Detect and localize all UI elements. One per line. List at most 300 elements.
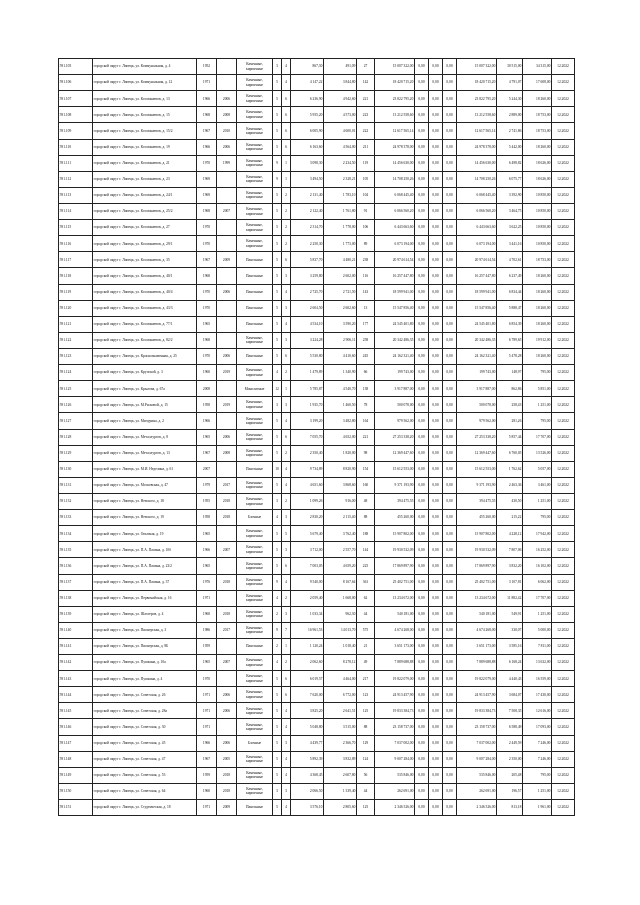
cost-total-cell: 9 007 284,00: [375, 751, 415, 767]
cost-local-cell: 0,00: [443, 622, 457, 638]
max-unit-cost-cell: 17 608,00: [523, 75, 552, 91]
cost-total-cell: 20 974 614,54: [375, 252, 415, 268]
address-cell: городской округ г. Липецк, ул. Космонавтов, д. 77/1: [93, 316, 197, 332]
residents-cell: 129: [357, 735, 375, 751]
unit-cost-cell: 2 463,36: [497, 477, 523, 493]
living-area-cell: 4 564,00: [324, 139, 357, 155]
cost-fund-cell: 0,00: [415, 284, 429, 300]
completion-date-cell: 12.2022: [552, 767, 575, 783]
cost-fund-cell: 0,00: [415, 139, 429, 155]
cost-owners-cell: 540 181,00: [457, 606, 497, 622]
max-unit-cost-cell: 34 315,00: [523, 59, 552, 75]
unit-cost-cell: 5 478,28: [497, 348, 523, 364]
floors-cell: 5: [273, 703, 282, 719]
wall-material-cell: Каменные, кирпичные: [237, 236, 273, 252]
renovation-year-cell: [217, 461, 237, 477]
cost-fund-cell: 0,00: [415, 332, 429, 348]
residents-cell: 105: [357, 171, 375, 187]
cost-owners-cell: 6 066 560,20: [457, 203, 497, 219]
floors-cell: 5: [273, 332, 282, 348]
cost-total-cell: 24 978 378,00: [375, 139, 415, 155]
cost-owners-cell: 262 691,00: [457, 783, 497, 799]
cost-budget-cell: 0,00: [429, 510, 443, 526]
table-row: [59, 800, 575, 816]
address-cell: городской округ г. Липецк, ул. Космонавтов, д. 40/1: [93, 268, 197, 284]
cost-budget-cell: 0,00: [429, 187, 443, 203]
total-area-cell: 5 530,80: [291, 348, 324, 364]
table-row: [59, 429, 575, 445]
max-unit-cost-cell: 18 260,00: [523, 268, 552, 284]
completion-date-cell: 12.2022: [552, 365, 575, 381]
row-number: 591.118: [59, 268, 93, 284]
cost-owners-cell: 20 974 614,54: [457, 252, 497, 268]
entrances-cell: 6: [282, 107, 291, 123]
unit-cost-cell: 258,43: [497, 397, 523, 413]
row-number: 591.126: [59, 397, 93, 413]
table-row: [59, 203, 575, 219]
wall-material-cell: Каменные, кирпичные: [237, 783, 273, 799]
completion-date-cell: 12.2022: [552, 510, 575, 526]
cost-total-cell: 16 257 447,80: [375, 268, 415, 284]
renovation-year-cell: 2005: [217, 751, 237, 767]
build-year-cell: 1958: [197, 397, 217, 413]
wall-material-cell: Каменные, кирпичные: [237, 75, 273, 91]
wall-material-cell: Панельные: [237, 284, 273, 300]
build-year-cell: 1965: [197, 429, 217, 445]
cost-owners-cell: 199 743,00: [457, 365, 497, 381]
living-area-cell: 2 721,50: [324, 284, 357, 300]
cost-owners-cell: 3 917 887,00: [457, 381, 497, 397]
floors-cell: 5: [273, 107, 282, 123]
cost-fund-cell: 0,00: [415, 687, 429, 703]
total-area-cell: 3 199,20: [291, 413, 324, 429]
floors-cell: 5: [273, 687, 282, 703]
address-cell: городской округ г. Липецк, ул. Крупской, д. 3: [93, 365, 197, 381]
build-year-cell: 1970: [197, 220, 217, 236]
living-area-cell: 14 013,70: [324, 622, 357, 638]
residents-cell: 217: [357, 671, 375, 687]
cost-local-cell: 0,00: [443, 155, 457, 171]
build-year-cell: 1971: [197, 687, 217, 703]
address-cell: городской округ г. Липецк, ул. Космонавтов, д. 35: [93, 252, 197, 268]
completion-date-cell: 12.2022: [552, 300, 575, 316]
cost-local-cell: 0,00: [443, 348, 457, 364]
unit-cost-cell: 6 588,49: [497, 719, 523, 735]
cost-local-cell: 0,00: [443, 139, 457, 155]
cost-budget-cell: 0,00: [429, 365, 443, 381]
renovation-year-cell: 2019: [217, 365, 237, 381]
residents-cell: 138: [357, 381, 375, 397]
renovation-year-cell: 2009: [217, 252, 237, 268]
completion-date-cell: 12.2022: [552, 91, 575, 107]
table-row: [59, 526, 575, 542]
cost-total-cell: 23 158 737,00: [375, 719, 415, 735]
cost-fund-cell: 0,00: [415, 413, 429, 429]
cost-total-cell: 394 475,55: [375, 493, 415, 509]
cost-budget-cell: 0,00: [429, 751, 443, 767]
build-year-cell: 1966: [197, 413, 217, 429]
cost-total-cell: 14 708 250,26: [375, 171, 415, 187]
cost-budget-cell: 0,00: [429, 783, 443, 799]
renovation-year-cell: 2006: [217, 735, 237, 751]
address-cell: городской округ г. Липецк, ул. Космонавтов, д. 15: [93, 107, 197, 123]
cost-total-cell: 455 260,00: [375, 510, 415, 526]
cost-total-cell: 14 456 630,00: [375, 155, 415, 171]
cost-budget-cell: 0,00: [429, 638, 443, 654]
wall-material-cell: Каменные, кирпичные: [237, 59, 273, 75]
wall-material-cell: Каменные, кирпичные: [237, 397, 273, 413]
living-area-cell: 8 278,12: [324, 655, 357, 671]
cost-local-cell: 0,00: [443, 751, 457, 767]
max-unit-cost-cell: 17 942,00: [523, 526, 552, 542]
total-area-cell: 9 734,89: [291, 461, 324, 477]
address-cell: городской округ г. Липецк, ул. Краснознаменная, д. 25: [93, 348, 197, 364]
row-number: 591.151: [59, 800, 93, 816]
completion-date-cell: 12.2022: [552, 268, 575, 284]
cost-budget-cell: 0,00: [429, 284, 443, 300]
completion-date-cell: 12.2022: [552, 316, 575, 332]
cost-local-cell: 0,00: [443, 477, 457, 493]
total-area-cell: 7 620,00: [291, 687, 324, 703]
build-year-cell: 1968: [197, 203, 217, 219]
floors-cell: 5: [273, 558, 282, 574]
cost-total-cell: 12 617 565,14: [375, 123, 415, 139]
max-unit-cost-cell: 19 912,00: [523, 332, 552, 348]
cost-total-cell: 24 545 401,80: [375, 316, 415, 332]
row-number: 591.143: [59, 671, 93, 687]
completion-date-cell: 12.2022: [552, 622, 575, 638]
renovation-year-cell: [217, 316, 237, 332]
completion-date-cell: 12.2022: [552, 783, 575, 799]
cost-total-cell: 979 562,00: [375, 413, 415, 429]
completion-date-cell: 12.2022: [552, 123, 575, 139]
cost-fund-cell: 0,00: [415, 171, 429, 187]
cost-owners-cell: 3 651 173,00: [457, 638, 497, 654]
renovation-year-cell: [217, 187, 237, 203]
max-unit-cost-cell: 795,00: [523, 767, 552, 783]
renovation-year-cell: 2006: [217, 687, 237, 703]
residents-cell: 119: [357, 155, 375, 171]
completion-date-cell: 12.2022: [552, 655, 575, 671]
completion-date-cell: 12.2022: [552, 413, 575, 429]
renovation-year-cell: [217, 59, 237, 75]
cost-owners-cell: 500 078,00: [457, 397, 497, 413]
cost-local-cell: 0,00: [443, 91, 457, 107]
entrances-cell: 3: [282, 268, 291, 284]
address-cell: городской округ г. Липецк, ул. П.А. Папина, д. 23/2: [93, 558, 197, 574]
cost-budget-cell: 0,00: [429, 493, 443, 509]
unit-cost-cell: 281,26: [497, 413, 523, 429]
unit-cost-cell: 6 834,44: [497, 284, 523, 300]
completion-date-cell: 12.2022: [552, 220, 575, 236]
max-unit-cost-cell: 16 102,00: [523, 558, 552, 574]
cost-total-cell: 27 253 338,20: [375, 429, 415, 445]
address-cell: городской округ г. Липецк, ул. Космонавтов, д. 13: [93, 91, 197, 107]
table-row: [59, 638, 575, 654]
cost-fund-cell: 0,00: [415, 268, 429, 284]
address-cell: городской округ г. Липецк, ул. М.И. Неделина, д. 61: [93, 461, 197, 477]
floors-cell: 5: [273, 300, 282, 316]
cost-budget-cell: 0,00: [429, 606, 443, 622]
cost-owners-cell: 13 212 558,60: [457, 107, 497, 123]
cost-fund-cell: 0,00: [415, 703, 429, 719]
cost-fund-cell: 0,00: [415, 800, 429, 816]
build-year-cell: 1968: [197, 268, 217, 284]
cost-total-cell: 24 913 457,90: [375, 687, 415, 703]
living-area-cell: 2 234,50: [324, 155, 357, 171]
unit-cost-cell: 4 791,07: [497, 75, 523, 91]
max-unit-cost-cell: 18 260,00: [523, 284, 552, 300]
row-number: 591.112: [59, 171, 93, 187]
table-row: [59, 606, 575, 622]
entrances-cell: 4: [282, 574, 291, 590]
renovation-year-cell: 2008: [217, 445, 237, 461]
floors-cell: 4: [273, 590, 282, 606]
address-cell: городской округ г. Липецк, ул. П.А. Папина, д. 37: [93, 574, 197, 590]
table-row: [59, 735, 575, 751]
completion-date-cell: 12.2022: [552, 348, 575, 364]
unit-cost-cell: 3 832,20: [497, 558, 523, 574]
residents-cell: 116: [357, 268, 375, 284]
max-unit-cost-cell: 18 753,00: [523, 252, 552, 268]
total-area-cell: 1 479,89: [291, 365, 324, 381]
total-area-cell: 4 534,10: [291, 316, 324, 332]
cost-budget-cell: 0,00: [429, 75, 443, 91]
build-year-cell: 1968: [197, 332, 217, 348]
total-area-cell: 2 250,30: [291, 236, 324, 252]
residents-cell: 225: [357, 558, 375, 574]
cost-local-cell: 0,00: [443, 284, 457, 300]
cost-budget-cell: 0,00: [429, 461, 443, 477]
renovation-year-cell: 2018: [217, 493, 237, 509]
residents-cell: 154: [357, 461, 375, 477]
cost-owners-cell: 6 068 445,40: [457, 187, 497, 203]
living-area-cell: 3 515,00: [324, 719, 357, 735]
floors-cell: 2: [273, 638, 282, 654]
cost-local-cell: 0,00: [443, 655, 457, 671]
residents-cell: 78: [357, 397, 375, 413]
renovation-year-cell: 2009: [217, 800, 237, 816]
cost-total-cell: 3 651 173,00: [375, 638, 415, 654]
max-unit-cost-cell: 18 753,00: [523, 123, 552, 139]
unit-cost-cell: 6 789,65: [497, 332, 523, 348]
entrances-cell: 3: [282, 332, 291, 348]
cost-owners-cell: 19 930 532,09: [457, 542, 497, 558]
renovation-year-cell: [217, 590, 237, 606]
entrances-cell: 4: [282, 75, 291, 91]
wall-material-cell: Каменные, кирпичные: [237, 558, 273, 574]
renovation-year-cell: 2007: [217, 203, 237, 219]
entrances-cell: 2: [282, 590, 291, 606]
cost-budget-cell: 0,00: [429, 107, 443, 123]
address-cell: городской округ г. Липецк, ул. Пионерская, д. 8Б: [93, 638, 197, 654]
cost-budget-cell: 0,00: [429, 381, 443, 397]
living-area-cell: 6 772,00: [324, 687, 357, 703]
renovation-year-cell: 2019: [217, 397, 237, 413]
entrances-cell: 3: [282, 735, 291, 751]
max-unit-cost-cell: 16 559,00: [523, 671, 552, 687]
build-year-cell: 1971: [197, 719, 217, 735]
row-number: 591.145: [59, 703, 93, 719]
build-year-cell: 1970: [197, 155, 217, 171]
cost-fund-cell: 0,00: [415, 236, 429, 252]
address-cell: городской округ г. Липецк, ул. Пушкина, д. 10а: [93, 655, 197, 671]
living-area-cell: 4 600,01: [324, 123, 357, 139]
residents-cell: 44: [357, 783, 375, 799]
unit-cost-cell: 862,86: [497, 381, 523, 397]
table-row: [59, 510, 575, 526]
floors-cell: 2: [273, 606, 282, 622]
wall-material-cell: Каменные, кирпичные: [237, 123, 273, 139]
cost-fund-cell: 0,00: [415, 751, 429, 767]
build-year-cell: 1965: [197, 558, 217, 574]
total-area-cell: 1 935,70: [291, 397, 324, 413]
cost-budget-cell: 0,00: [429, 59, 443, 75]
living-area-cell: 4 540,70: [324, 381, 357, 397]
cost-fund-cell: 0,00: [415, 300, 429, 316]
cost-fund-cell: 0,00: [415, 767, 429, 783]
total-area-cell: 3 712,00: [291, 542, 324, 558]
floors-cell: 5: [273, 75, 282, 91]
residents-cell: 56: [357, 767, 375, 783]
total-area-cell: 5 679,40: [291, 526, 324, 542]
cost-fund-cell: 0,00: [415, 719, 429, 735]
renovation-year-cell: 2006: [217, 348, 237, 364]
floors-cell: 5: [273, 316, 282, 332]
residents-cell: 160: [357, 477, 375, 493]
address-cell: городской округ г. Липецк, ул. Пушкина, д. 4: [93, 671, 197, 687]
renovation-year-cell: 2006: [217, 139, 237, 155]
cost-budget-cell: 0,00: [429, 735, 443, 751]
build-year-cell: 1968: [197, 107, 217, 123]
address-cell: городской округ г. Липецк, ул. Космонавтов, д. 19: [93, 139, 197, 155]
max-unit-cost-cell: 17 707,00: [523, 590, 552, 606]
table-row: [59, 687, 575, 703]
cost-local-cell: 0,00: [443, 767, 457, 783]
cost-budget-cell: 0,00: [429, 220, 443, 236]
cost-total-cell: 12 369 447,60: [375, 445, 415, 461]
residents-cell: 258: [357, 332, 375, 348]
cost-total-cell: 24 162 321,40: [375, 348, 415, 364]
residents-cell: 48: [357, 493, 375, 509]
cost-budget-cell: 0,00: [429, 139, 443, 155]
cost-local-cell: 0,00: [443, 236, 457, 252]
cost-fund-cell: 0,00: [415, 59, 429, 75]
cost-local-cell: 0,00: [443, 493, 457, 509]
wall-material-cell: Каменные, кирпичные: [237, 574, 273, 590]
unit-cost-cell: 549,91: [497, 606, 523, 622]
build-year-cell: 1971: [197, 800, 217, 816]
entrances-cell: 4: [282, 751, 291, 767]
unit-cost-cell: 215,22: [497, 510, 523, 526]
build-year-cell: 1967: [197, 445, 217, 461]
cost-fund-cell: 0,00: [415, 526, 429, 542]
entrances-cell: 2: [282, 493, 291, 509]
build-year-cell: 1971: [197, 590, 217, 606]
address-cell: городской округ г. Липецк, ул. Космонавтов, д. 21: [93, 155, 197, 171]
cost-fund-cell: 0,00: [415, 542, 429, 558]
table-row: [59, 107, 575, 123]
table-row: [59, 365, 575, 381]
entrances-cell: 1: [282, 381, 291, 397]
build-year-cell: 1952: [197, 59, 217, 75]
cost-owners-cell: 4 674 268,00: [457, 622, 497, 638]
row-number: 591.116: [59, 236, 93, 252]
renovation-year-cell: [217, 268, 237, 284]
renovation-year-cell: [217, 75, 237, 91]
living-area-cell: 4 942,60: [324, 91, 357, 107]
address-cell: городской округ г. Липецк, ул. Металлургов, д. 13: [93, 445, 197, 461]
cost-owners-cell: 18 420 715,20: [457, 75, 497, 91]
wall-material-cell: Каменные, кирпичные: [237, 493, 273, 509]
wall-material-cell: Каменные, кирпичные: [237, 719, 273, 735]
completion-date-cell: 12.2022: [552, 574, 575, 590]
total-area-cell: 2 725,70: [291, 284, 324, 300]
cost-total-cell: 6 068 445,40: [375, 187, 415, 203]
total-area-cell: 5 892,39: [291, 751, 324, 767]
address-cell: городской округ г. Липецк, ул. Советская, д. 64: [93, 783, 197, 799]
cost-budget-cell: 0,00: [429, 91, 443, 107]
cost-local-cell: 0,00: [443, 332, 457, 348]
row-number: 591.131: [59, 477, 93, 493]
total-area-cell: 5 048,80: [291, 719, 324, 735]
entrances-cell: 1: [282, 155, 291, 171]
floors-cell: 9: [273, 622, 282, 638]
completion-date-cell: 12.2022: [552, 429, 575, 445]
cost-fund-cell: 0,00: [415, 510, 429, 526]
cost-fund-cell: 0,00: [415, 445, 429, 461]
unit-cost-cell: 330,07: [497, 622, 523, 638]
cost-owners-cell: 15 007 322,00: [457, 59, 497, 75]
row-number: 591.142: [59, 655, 93, 671]
wall-material-cell: Каменные, кирпичные: [237, 203, 273, 219]
residents-cell: 361: [357, 574, 375, 590]
living-area-cell: 3 832,89: [324, 751, 357, 767]
cost-budget-cell: 0,00: [429, 171, 443, 187]
build-year-cell: 1955: [197, 493, 217, 509]
build-year-cell: 1960: [197, 783, 217, 799]
table-row: [59, 381, 575, 397]
address-cell: городской округ г. Липецк, ул. Шахтеров, д. 4: [93, 606, 197, 622]
cost-owners-cell: 25 402 751,00: [457, 574, 497, 590]
renovation-year-cell: 2006: [217, 703, 237, 719]
cost-local-cell: 0,00: [443, 590, 457, 606]
entrances-cell: 7: [282, 622, 291, 638]
living-area-cell: 1 820,00: [324, 445, 357, 461]
unit-cost-cell: 3 684,07: [497, 687, 523, 703]
table-row: [59, 542, 575, 558]
max-unit-cost-cell: 5 851,00: [523, 381, 552, 397]
completion-date-cell: 12.2022: [552, 203, 575, 219]
cost-total-cell: 19 930 532,09: [375, 542, 415, 558]
address-cell: городской округ г. Липецк, ул. Космонавтов, д. 15/2: [93, 123, 197, 139]
living-area-cell: 2 328,21: [324, 171, 357, 187]
residents-cell: 106: [357, 220, 375, 236]
row-number: 591.138: [59, 590, 93, 606]
row-number: 591.127: [59, 413, 93, 429]
floors-cell: 5: [273, 445, 282, 461]
entrances-cell: 3: [282, 606, 291, 622]
build-year-cell: 1967: [197, 252, 217, 268]
living-area-cell: 1 340,90: [324, 365, 357, 381]
build-year-cell: 1959: [197, 767, 217, 783]
address-cell: городской округ г. Липецк, ул. Коммунальная, д. 4: [93, 59, 197, 75]
address-cell: городской округ г. Липецк, ул. Советская, д. 28а: [93, 703, 197, 719]
row-number: 591.129: [59, 445, 93, 461]
living-area-cell: 1 773,00: [324, 236, 357, 252]
unit-cost-cell: 2 741,86: [497, 123, 523, 139]
wall-material-cell: Панельные: [237, 300, 273, 316]
